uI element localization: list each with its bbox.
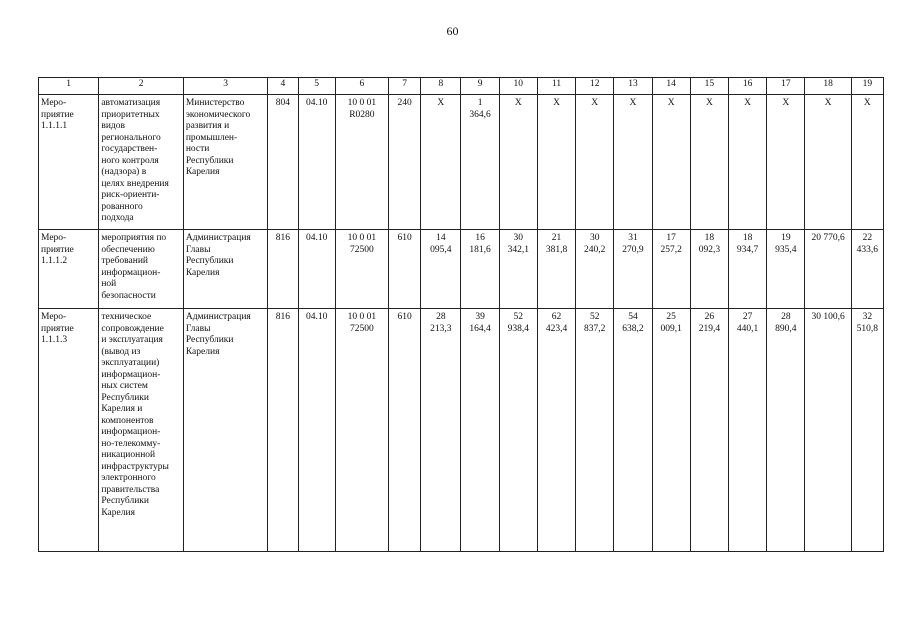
table-cell: 30 342,1 xyxy=(499,230,537,309)
column-header: 6 xyxy=(335,78,388,95)
table-cell: 30 100,6 xyxy=(805,309,851,552)
table-cell: 610 xyxy=(389,230,421,309)
column-header: 12 xyxy=(576,78,614,95)
table-cell: X xyxy=(767,95,805,230)
table-cell: 32 510,8 xyxy=(851,309,883,552)
column-header: 4 xyxy=(268,78,298,95)
table-cell: техническое сопровождение и эксплуатация (вывод из эксплуатации) информацион- ных систем Республики Карелия и компонентов информацион- но-телекомму- никационной инфраструктуры электронного правительства Республики Карелия xyxy=(99,309,184,552)
table-cell: X xyxy=(614,95,652,230)
column-header: 3 xyxy=(183,78,268,95)
table-body xyxy=(39,95,884,552)
table-cell: Министерство экономического развития и промышлен- ности Республики Карелия xyxy=(183,95,268,230)
table-cell: Меро- приятие 1.1.1.1 xyxy=(39,95,99,230)
table-row xyxy=(39,230,884,309)
table-cell: 14 095,4 xyxy=(421,230,461,309)
table-cell: 10 0 01 R0280 xyxy=(335,95,388,230)
table-cell: 19 935,4 xyxy=(767,230,805,309)
table-cell: 10 0 01 72500 xyxy=(335,230,388,309)
table-cell: 26 219,4 xyxy=(690,309,728,552)
column-header: 19 xyxy=(851,78,883,95)
table-cell: 10 0 01 72500 xyxy=(335,309,388,552)
table-cell: Меро- приятие 1.1.1.2 xyxy=(39,230,99,309)
table-cell: X xyxy=(729,95,767,230)
table-cell: 30 240,2 xyxy=(576,230,614,309)
table-cell: автоматизация приоритетных видов регионального государствен- ного контроля (надзора) в целях внедрения риск-ориенти- рованного подхода xyxy=(99,95,184,230)
table-cell: X xyxy=(805,95,851,230)
column-header: 5 xyxy=(298,78,335,95)
table-cell: 816 xyxy=(268,230,298,309)
table-cell: X xyxy=(537,95,575,230)
table-cell: 18 934,7 xyxy=(729,230,767,309)
table-cell: X xyxy=(421,95,461,230)
column-header: 9 xyxy=(461,78,499,95)
column-header: 17 xyxy=(767,78,805,95)
table-row xyxy=(39,309,884,552)
table-cell: 17 257,2 xyxy=(652,230,690,309)
table-cell: 22 433,6 xyxy=(851,230,883,309)
column-header: 8 xyxy=(421,78,461,95)
table-cell: X xyxy=(690,95,728,230)
column-header: 16 xyxy=(729,78,767,95)
table-cell: 816 xyxy=(268,309,298,552)
header-row xyxy=(39,78,884,95)
table-cell: 25 009,1 xyxy=(652,309,690,552)
table-cell: 04.10 xyxy=(298,230,335,309)
column-header: 11 xyxy=(537,78,575,95)
table-cell: 04.10 xyxy=(298,309,335,552)
table-cell: 18 092,3 xyxy=(690,230,728,309)
budget-table xyxy=(38,77,884,552)
table-cell: 54 638,2 xyxy=(614,309,652,552)
table-cell: 52 837,2 xyxy=(576,309,614,552)
table-cell: X xyxy=(499,95,537,230)
table-cell: 16 181,6 xyxy=(461,230,499,309)
column-header: 7 xyxy=(389,78,421,95)
column-header: 2 xyxy=(99,78,184,95)
table-cell: Администрация Главы Республики Карелия xyxy=(183,309,268,552)
table-cell: X xyxy=(851,95,883,230)
table-cell: Администрация Главы Республики Карелия xyxy=(183,230,268,309)
table-cell: 20 770,6 xyxy=(805,230,851,309)
table-cell: X xyxy=(576,95,614,230)
table-cell: 28 890,4 xyxy=(767,309,805,552)
page-number: 60 xyxy=(446,24,459,38)
table-cell: 1 364,6 xyxy=(461,95,499,230)
table-cell: 28 213,3 xyxy=(421,309,461,552)
column-header: 15 xyxy=(690,78,728,95)
table-cell: 804 xyxy=(268,95,298,230)
table-cell: 52 938,4 xyxy=(499,309,537,552)
table-cell: 62 423,4 xyxy=(537,309,575,552)
column-header: 13 xyxy=(614,78,652,95)
table-cell: 21 381,8 xyxy=(537,230,575,309)
table-row xyxy=(39,95,884,230)
table-cell: 31 270,9 xyxy=(614,230,652,309)
table-header xyxy=(39,78,884,95)
table-cell: Меро- приятие 1.1.1.3 xyxy=(39,309,99,552)
table-cell: 27 440,1 xyxy=(729,309,767,552)
column-header: 1 xyxy=(39,78,99,95)
column-header: 10 xyxy=(499,78,537,95)
column-header: 14 xyxy=(652,78,690,95)
table-cell: 04.10 xyxy=(298,95,335,230)
table-cell: 610 xyxy=(389,309,421,552)
table-cell: мероприятия по обеспечению требований информацион- ной безопасности xyxy=(99,230,184,309)
table-cell: X xyxy=(652,95,690,230)
column-header: 18 xyxy=(805,78,851,95)
table-cell: 39 164,4 xyxy=(461,309,499,552)
table-cell: 240 xyxy=(389,95,421,230)
